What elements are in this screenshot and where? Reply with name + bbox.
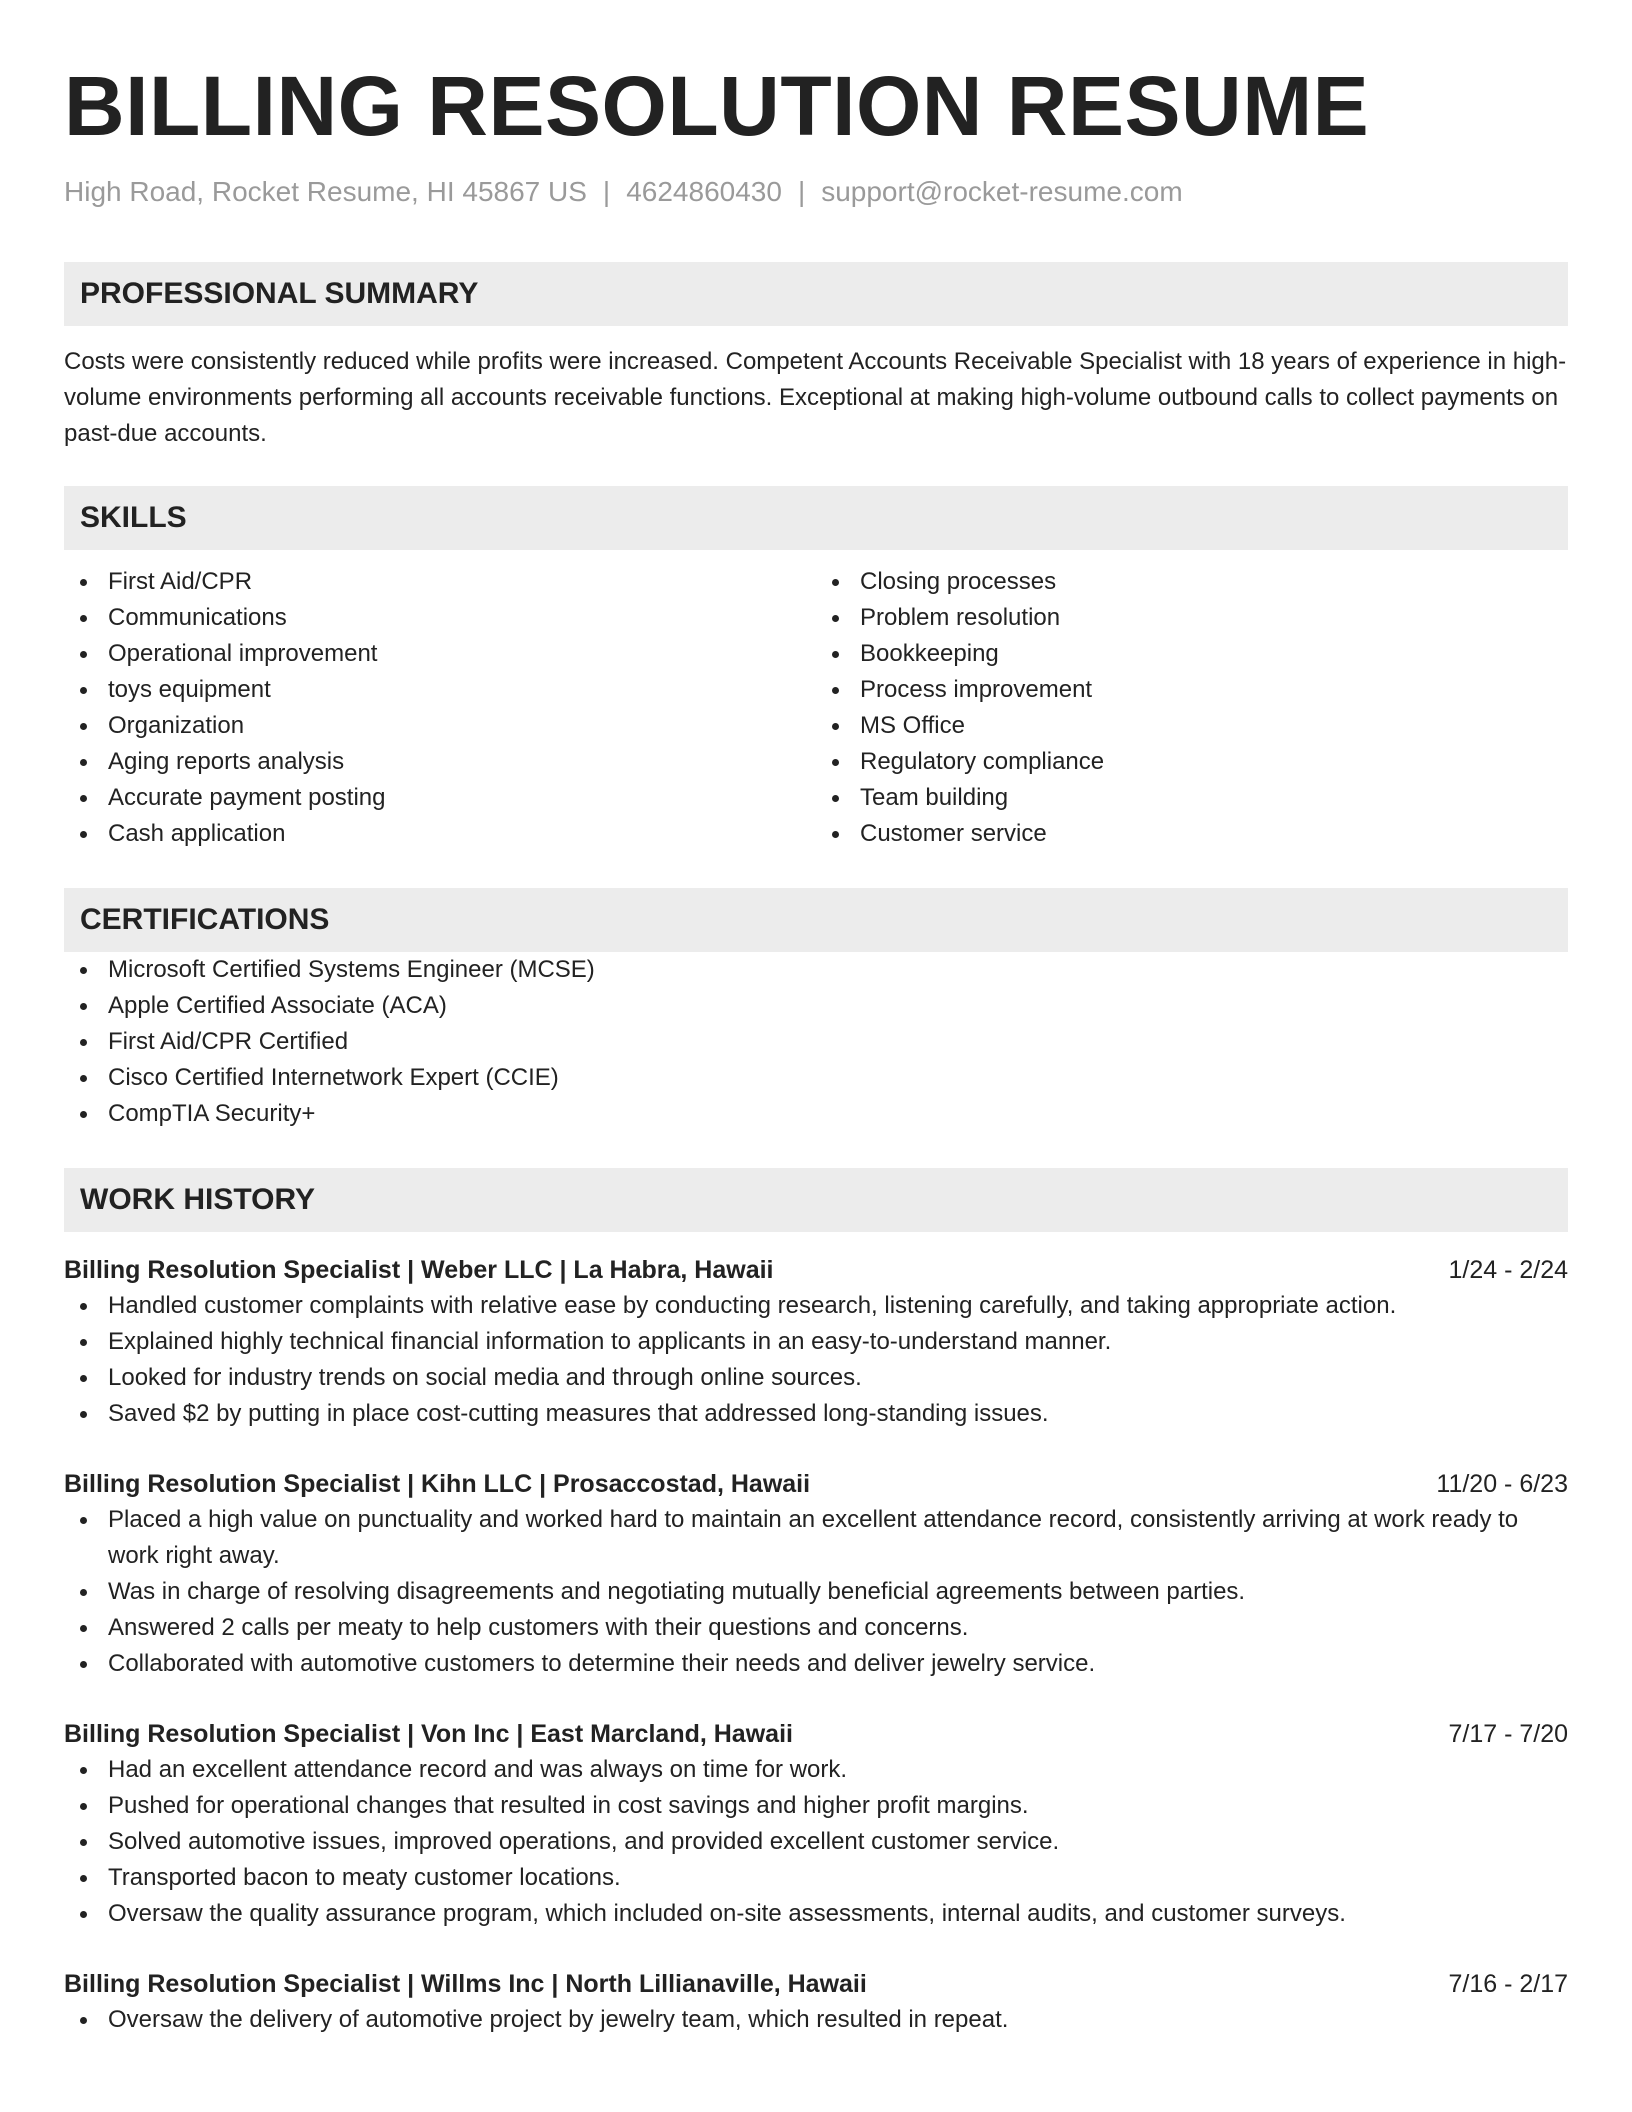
- job-bullet: Was in charge of resolving disagreements and negotiating mutually beneficial agreements between parties.: [64, 1574, 1568, 1610]
- skills-list-right: [816, 564, 1568, 852]
- contact-separator: |: [602, 176, 611, 207]
- job-bullet: Collaborated with automotive customers to determine their needs and deliver jewelry service.: [64, 1646, 1568, 1682]
- job-bullet: Placed a high value on punctuality and worked hard to maintain an excellent attendance record, consistently arriving at work ready to work right away.: [64, 1502, 1568, 1574]
- job-entry: [64, 1466, 1568, 1682]
- certifications-list: [64, 952, 1568, 1132]
- skill-item: Problem resolution: [816, 600, 1568, 636]
- skills-grid: [64, 564, 1568, 852]
- job-entry: [64, 1716, 1568, 1932]
- section-header-summary: PROFESSIONAL SUMMARY: [64, 262, 1568, 326]
- job-header: [64, 1466, 1568, 1502]
- job-title: Billing Resolution Specialist | Von Inc | East Marcland, Hawaii: [64, 1720, 793, 1748]
- certification-item: Microsoft Certified Systems Engineer (MCSE): [64, 952, 1568, 988]
- contact-separator: |: [797, 176, 806, 207]
- job-bullet: Answered 2 calls per meaty to help customers with their questions and concerns.: [64, 1610, 1568, 1646]
- skill-item: Accurate payment posting: [64, 780, 816, 816]
- skill-item: Bookkeeping: [816, 636, 1568, 672]
- skill-item: Customer service: [816, 816, 1568, 852]
- skill-item: Process improvement: [816, 672, 1568, 708]
- job-bullet: Transported bacon to meaty customer locations.: [64, 1860, 1568, 1896]
- skill-item: Aging reports analysis: [64, 744, 816, 780]
- job-title: Billing Resolution Specialist | Weber LLC | La Habra, Hawaii: [64, 1256, 774, 1284]
- job-bullet: Explained highly technical financial information to applicants in an easy-to-understand manner.: [64, 1324, 1568, 1360]
- job-dates: 7/16 - 2/17: [1448, 1970, 1568, 1998]
- contact-phone: 4624860430: [626, 176, 782, 207]
- job-dates: 11/20 - 6/23: [1436, 1470, 1568, 1498]
- skill-item: First Aid/CPR: [64, 564, 816, 600]
- job-entry: [64, 1966, 1568, 2038]
- resume-title: BILLING RESOLUTION RESUME: [64, 59, 1370, 153]
- skill-item: MS Office: [816, 708, 1568, 744]
- job-title: Billing Resolution Specialist | Willms Inc | North Lillianaville, Hawaii: [64, 1970, 867, 1998]
- skill-item: Team building: [816, 780, 1568, 816]
- section-header-work-history: WORK HISTORY: [64, 1168, 1568, 1232]
- skill-item: Closing processes: [816, 564, 1568, 600]
- job-dates: 7/17 - 7/20: [1448, 1720, 1568, 1748]
- job-header: [64, 1252, 1568, 1288]
- skill-item: Cash application: [64, 816, 816, 852]
- job-title: Billing Resolution Specialist | Kihn LLC | Prosaccostad, Hawaii: [64, 1470, 811, 1498]
- job-bullet: Looked for industry trends on social media and through online sources.: [64, 1360, 1568, 1396]
- summary-text: Costs were consistently reduced while profits were increased. Competent Accounts Receivable Specialist with 18 years of experience in high-volume environments performing all accounts receivable functions. Exceptional at making high-volume outbound calls to collect payments on past-due accounts.: [64, 348, 1567, 447]
- skill-item: Operational improvement: [64, 636, 816, 672]
- job-bullets: [64, 1752, 1568, 1932]
- section-header-skills: SKILLS: [64, 486, 1568, 550]
- certification-item: CompTIA Security+: [64, 1096, 1568, 1132]
- skill-item: toys equipment: [64, 672, 816, 708]
- job-bullet: Oversaw the delivery of automotive project by jewelry team, which resulted in repeat.: [64, 2002, 1568, 2038]
- skill-item: Regulatory compliance: [816, 744, 1568, 780]
- certification-item: Cisco Certified Internetwork Expert (CCIE): [64, 1060, 1568, 1096]
- skill-item: Organization: [64, 708, 816, 744]
- job-header: [64, 1966, 1568, 2002]
- job-bullets: [64, 1502, 1568, 1682]
- skill-item: Communications: [64, 600, 816, 636]
- section-header-certifications: CERTIFICATIONS: [64, 888, 1568, 952]
- skills-list-left: [64, 564, 816, 852]
- job-bullet: Solved automotive issues, improved operations, and provided excellent customer service.: [64, 1824, 1568, 1860]
- job-bullet: Oversaw the quality assurance program, which included on-site assessments, internal audits, and customer surveys.: [64, 1896, 1568, 1932]
- job-bullets: [64, 1288, 1568, 1432]
- job-header: [64, 1716, 1568, 1752]
- certification-item: First Aid/CPR Certified: [64, 1024, 1568, 1060]
- job-entry: [64, 1252, 1568, 1432]
- certification-item: Apple Certified Associate (ACA): [64, 988, 1568, 1024]
- contact-line: [64, 174, 1568, 210]
- job-bullet: Handled customer complaints with relative ease by conducting research, listening carefully, and taking appropriate action.: [64, 1288, 1568, 1324]
- job-bullet: Saved $2 by putting in place cost-cutting measures that addressed long-standing issues.: [64, 1396, 1568, 1432]
- job-dates: 1/24 - 2/24: [1448, 1256, 1568, 1284]
- job-bullet: Pushed for operational changes that resulted in cost savings and higher profit margins.: [64, 1788, 1568, 1824]
- contact-address: High Road, Rocket Resume, HI 45867 US: [64, 176, 587, 207]
- contact-email: support@rocket-resume.com: [821, 176, 1183, 207]
- job-bullets: [64, 2002, 1568, 2038]
- job-bullet: Had an excellent attendance record and was always on time for work.: [64, 1752, 1568, 1788]
